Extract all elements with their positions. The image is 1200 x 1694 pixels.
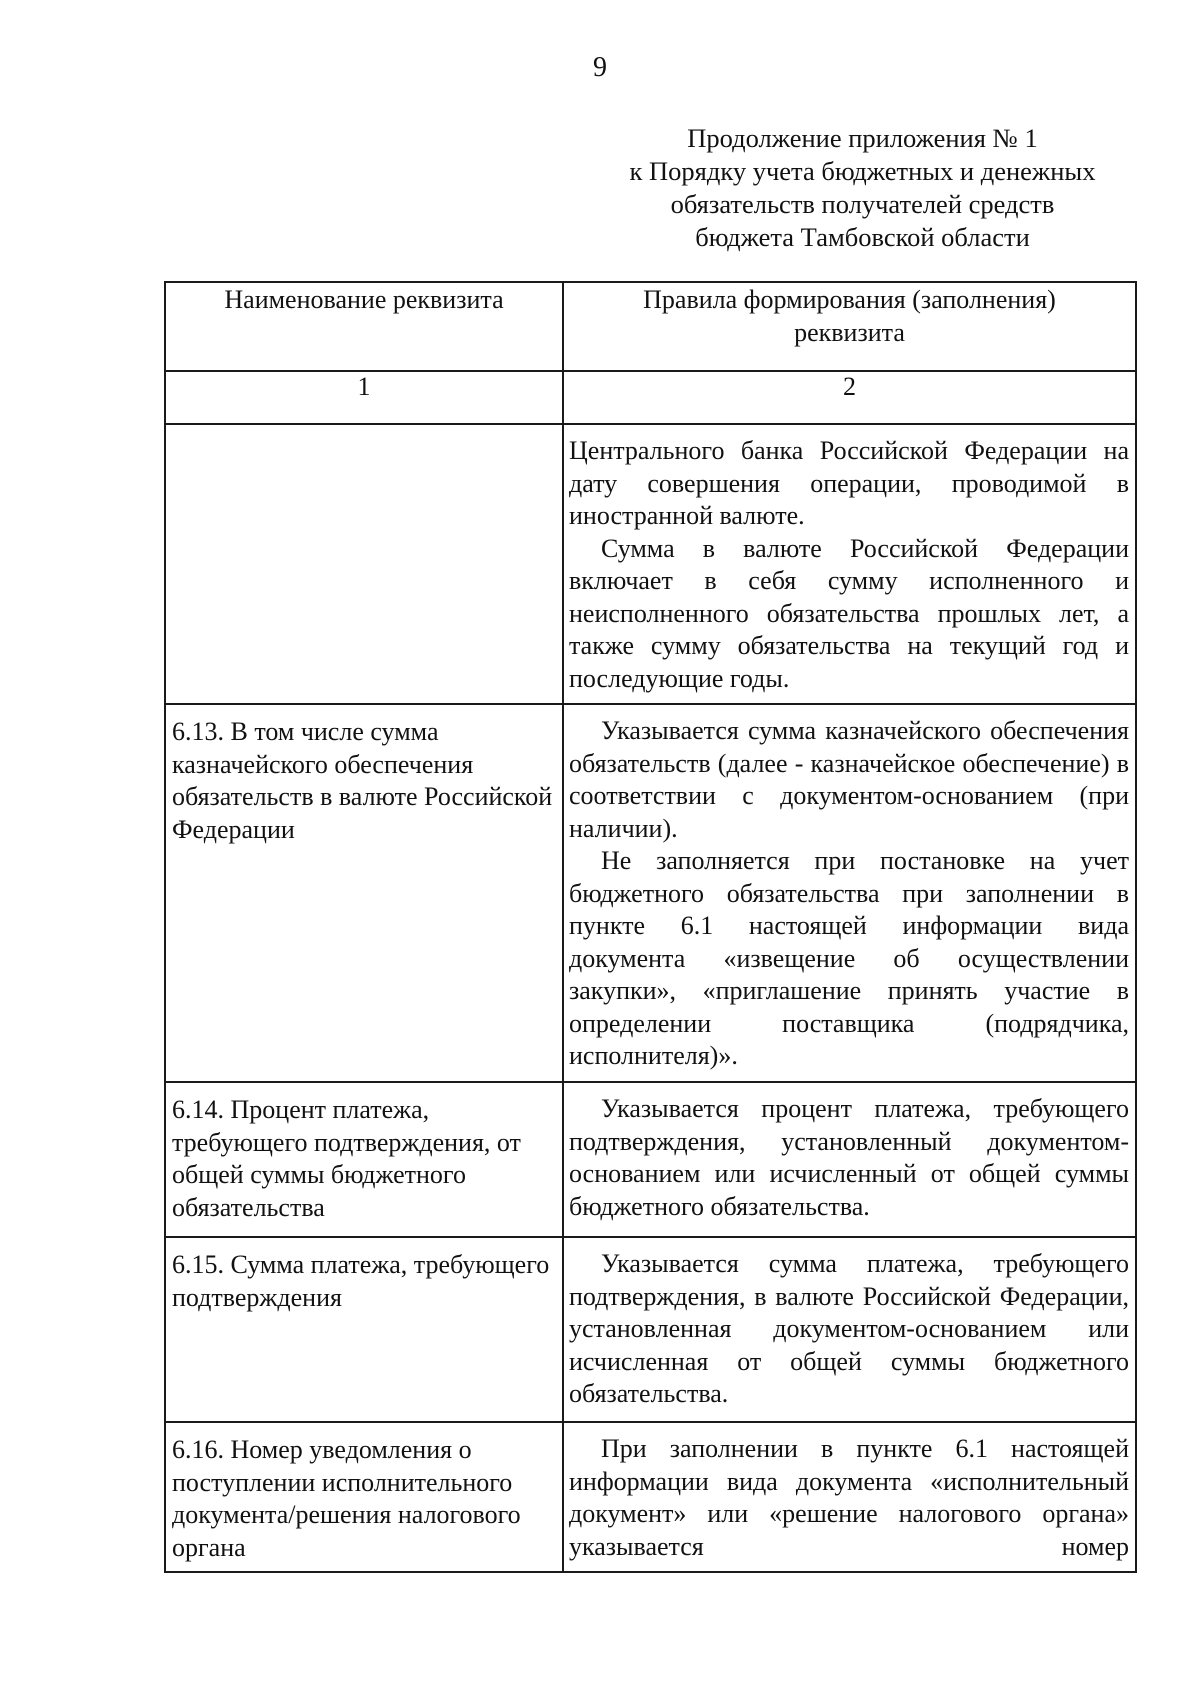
rules-cell — [563, 1082, 1136, 1237]
requisite-name-cell: 6.14. Процент платежа, требующего подтверждения, от общей суммы бюджетного обязательства — [165, 1082, 563, 1237]
rules-paragraph: Центрального банка Российской Федерации на дату совершения операции, проводимой в иностранной валюте. — [569, 436, 1129, 530]
column-numbers-row — [165, 371, 1136, 424]
requisite-name-cell: 6.13. В том числе сумма казначейского обеспечения обязательств в валюте Российской Федерации — [165, 704, 563, 1082]
header-filling-rules: Правила формирования (заполнения) реквизита — [563, 282, 1136, 371]
table-row — [165, 424, 1136, 704]
rules-paragraph: При заполнении в пункте 6.1 настоящей информации вида документа «исполнительный документ» или «решение налогового органа» указывается номер — [569, 1434, 1129, 1561]
appendix-line: обязательств получателей средств — [670, 189, 1055, 219]
appendix-line: к Порядку учета бюджетных и денежных — [629, 156, 1096, 186]
rules-paragraph: Сумма в валюте Российской Федерации включает в себя сумму исполненного и неисполненного обязательства прошлых лет, а также сумму обязательства на текущий год и последующие годы. — [569, 533, 1129, 693]
column-number-2: 2 — [563, 371, 1136, 424]
column-number-1: 1 — [165, 371, 563, 424]
requisite-name-cell: 6.15. Сумма платежа, требующего подтверждения — [165, 1237, 563, 1422]
rules-paragraph: Указывается сумма казначейского обеспечения обязательств (далее - казначейское обеспечение) в соответствии с документом-основанием (при наличии). — [569, 716, 1129, 843]
rules-cell — [563, 424, 1136, 704]
rules-paragraph: Не заполняется при постановке на учет бюджетного обязательства при заполнении в пункте 6.1 настоящей информации вида документа «извещение об осуществлении закупки», «приглашение принять участие в определении поставщика (подрядчика, исполнителя)». — [569, 846, 1129, 1070]
rules-paragraph: Указывается сумма платежа, требующего подтверждения, в валюте Российской Федерации, установленная документом-основанием или исчисленная от общей суммы бюджетного обязательства. — [569, 1249, 1129, 1408]
requisite-name-cell — [165, 424, 563, 704]
header-requisite-name: Наименование реквизита — [165, 282, 563, 371]
appendix-line: бюджета Тамбовской области — [695, 222, 1030, 252]
page-number: 9 — [593, 52, 607, 83]
requisite-name-cell: 6.16. Номер уведомления о поступлении исполнительного документа/решения налогового органа — [165, 1422, 563, 1572]
table-header-row — [165, 282, 1136, 371]
table-row — [165, 704, 1136, 1082]
table-row — [165, 1422, 1136, 1572]
appendix-header — [600, 122, 1125, 254]
rules-cell — [563, 1237, 1136, 1422]
table-row — [165, 1082, 1136, 1237]
requisites-table — [164, 281, 1137, 1573]
rules-cell — [563, 704, 1136, 1082]
appendix-line: Продолжение приложения № 1 — [687, 123, 1038, 153]
rules-cell — [563, 1422, 1136, 1572]
rules-paragraph: Указывается процент платежа, требующего подтверждения, установленный документом-основанием или исчисленный от общей суммы бюджетного обязательства. — [569, 1094, 1129, 1221]
table-row — [165, 1237, 1136, 1422]
